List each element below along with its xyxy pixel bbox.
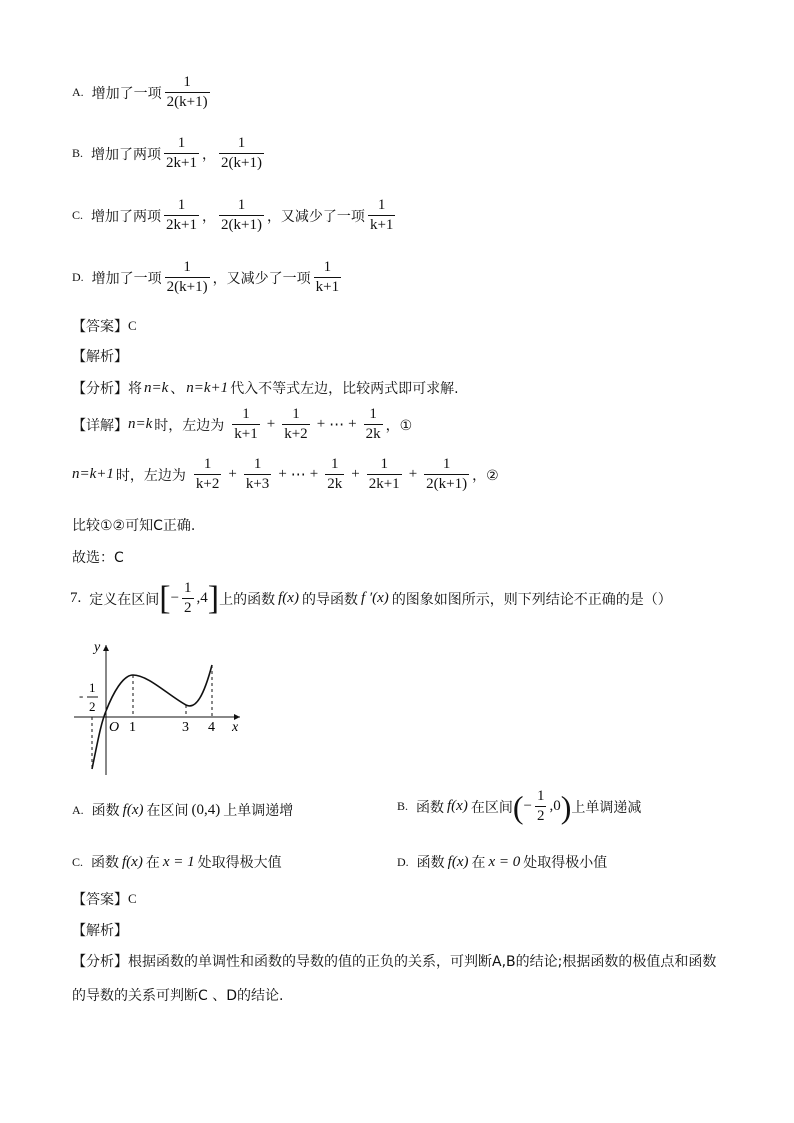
analysis-2-line-1: 【分析】 根据函数的单调性和函数的导数的值的正负的关系，可判断A,B的结论;根据函数的极值点和函数 xyxy=(72,951,716,971)
fraction: $\frac{1}{k+2}$ xyxy=(195,456,220,492)
answer-tag: 【答案】 xyxy=(72,319,128,335)
option-b[interactable]: B. 增加了两项 $\frac{1}{2k+1}$ ， $\frac{1}{2(k+1)}$ xyxy=(72,135,262,171)
fraction: $\frac{1}{2k+1}$ xyxy=(368,456,400,492)
fenxi-tag: 【分析】 xyxy=(72,954,128,970)
q7-option-a[interactable]: A. 函数 f(x) 在区间 (0,4) 上单调递增 xyxy=(72,801,294,819)
tick-label: 4 xyxy=(208,720,215,735)
neg-half-den: 2 xyxy=(89,699,96,714)
analysis-heading: 【解析】 xyxy=(72,349,128,365)
choose-line: 故选：C xyxy=(72,550,124,566)
option-label: C. xyxy=(72,208,84,222)
option-label: D. xyxy=(397,854,409,869)
fraction: $\frac{1}{2(k+1)}$ xyxy=(220,197,262,233)
option-a[interactable] xyxy=(72,74,213,111)
option-label: C. xyxy=(72,854,84,869)
q7-option-d[interactable]: D. 函数 f(x) 在 x = 0 处取得极小值 xyxy=(397,853,608,871)
fraction: $\frac{1}{k+2}$ xyxy=(284,406,308,442)
y-label: y xyxy=(94,640,101,655)
answer-tag: 【答案】 xyxy=(72,892,128,908)
neg-half-minus: - xyxy=(79,688,84,703)
fraction: $\frac{1}{2(k+1)}$ xyxy=(426,456,468,492)
option-text: 增加了两项 xyxy=(91,208,162,225)
answer-value: C xyxy=(128,891,137,906)
q7-option-c[interactable]: C. 函数 f(x) 在 x = 1 处取得极大值 xyxy=(72,853,282,871)
fraction: $\frac{1}{2k+1}$ xyxy=(166,197,197,233)
answer-line-2 xyxy=(72,889,137,909)
option-label: B. xyxy=(397,799,409,813)
detail-line-2: n=k+1 时，左边为 $\frac{1}{k+2}$ + $\frac{1}{k+3}$ + ⋯ + $\frac{1}{2k}$ + $\frac{1}{2k+1}$ + $\frac{1}{2(k+1)}$ ，② xyxy=(72,456,499,492)
option-d[interactable]: D. 增加了一项 $\frac{1}{2(k+1)}$ ，又减少了一项 $\frac{1}{k+1}$ xyxy=(72,259,340,295)
fraction: $\frac{1}{k+3}$ xyxy=(245,456,270,492)
x-label: x xyxy=(232,720,239,735)
option-text: 增加了两项 xyxy=(91,146,162,163)
q7-option-b[interactable]: B. 函数 f(x) 在区间 ( − $\frac{1}{2}$ ,0 ) 上单调递减 xyxy=(397,788,642,825)
derivative-graph xyxy=(68,635,258,780)
fraction: $\frac{1}{k+1}$ xyxy=(369,197,394,233)
fraction: $\frac{1}{2(k+1)}$ xyxy=(166,74,208,110)
option-text: 增加了一项 xyxy=(91,270,162,287)
question-7-stem: 7. 定义在区间 [ − $\frac{1}{2}$ ,4 ] 上的函数 f(x) 的导函数 f ′(x) 的图象如图所示，则下列结论不正确的是（） xyxy=(70,579,672,617)
fraction: $\frac{1}{2}$ xyxy=(536,788,545,824)
fenxi-tag: 【分析】 xyxy=(72,381,128,397)
fraction: $\frac{1}{k+1}$ xyxy=(234,406,258,442)
fraction: $\frac{1}{2k}$ xyxy=(365,406,381,442)
compare-line: 比较①②可知C正确. xyxy=(72,518,196,534)
option-text: 增加了一项 xyxy=(91,85,162,102)
question-number: 7. xyxy=(70,590,82,606)
tick-label: 1 xyxy=(129,720,136,735)
option-label: A. xyxy=(72,802,84,817)
answer-line xyxy=(72,316,137,336)
detail-line-1: 【详解】 n=k 时，左边为 $\frac{1}{k+1}$ + $\frac{1}{k+2}$ + ⋯ + $\frac{1}{2k}$ ，① xyxy=(72,406,413,442)
analysis-heading-2: 【解析】 xyxy=(72,923,128,939)
fraction: $\frac{1}{2(k+1)}$ xyxy=(220,135,262,171)
fraction: $\frac{1}{2}$ xyxy=(184,580,192,616)
fraction: $\frac{1}{2k}$ xyxy=(327,456,343,492)
analysis-2-line-2: 的导数的关系可判断C 、D的结论. xyxy=(72,988,284,1004)
option-label: A. xyxy=(72,85,84,99)
option-label: B. xyxy=(72,146,84,160)
fraction: $\frac{1}{k+1}$ xyxy=(315,259,340,295)
origin-label: O xyxy=(109,720,120,735)
answer-value: C xyxy=(128,318,137,333)
xiangjie-tag: 【详解】 xyxy=(72,417,128,434)
analysis-summary: 【分析】 将 n=k 、 n=k+1 代入不等式左边，比较两式即可求解. xyxy=(72,379,459,397)
fraction: $\frac{1}{2k+1}$ xyxy=(166,135,197,171)
option-label: D. xyxy=(72,270,84,284)
tick-label: 3 xyxy=(182,720,189,735)
neg-half-num: 1 xyxy=(89,680,96,695)
fraction: $\frac{1}{2(k+1)}$ xyxy=(166,259,208,295)
option-c[interactable]: C. 增加了两项 $\frac{1}{2k+1}$ ， $\frac{1}{2(k+1)}$ ，又减少了一项 $\frac{1}{k+1}$ xyxy=(72,197,394,233)
